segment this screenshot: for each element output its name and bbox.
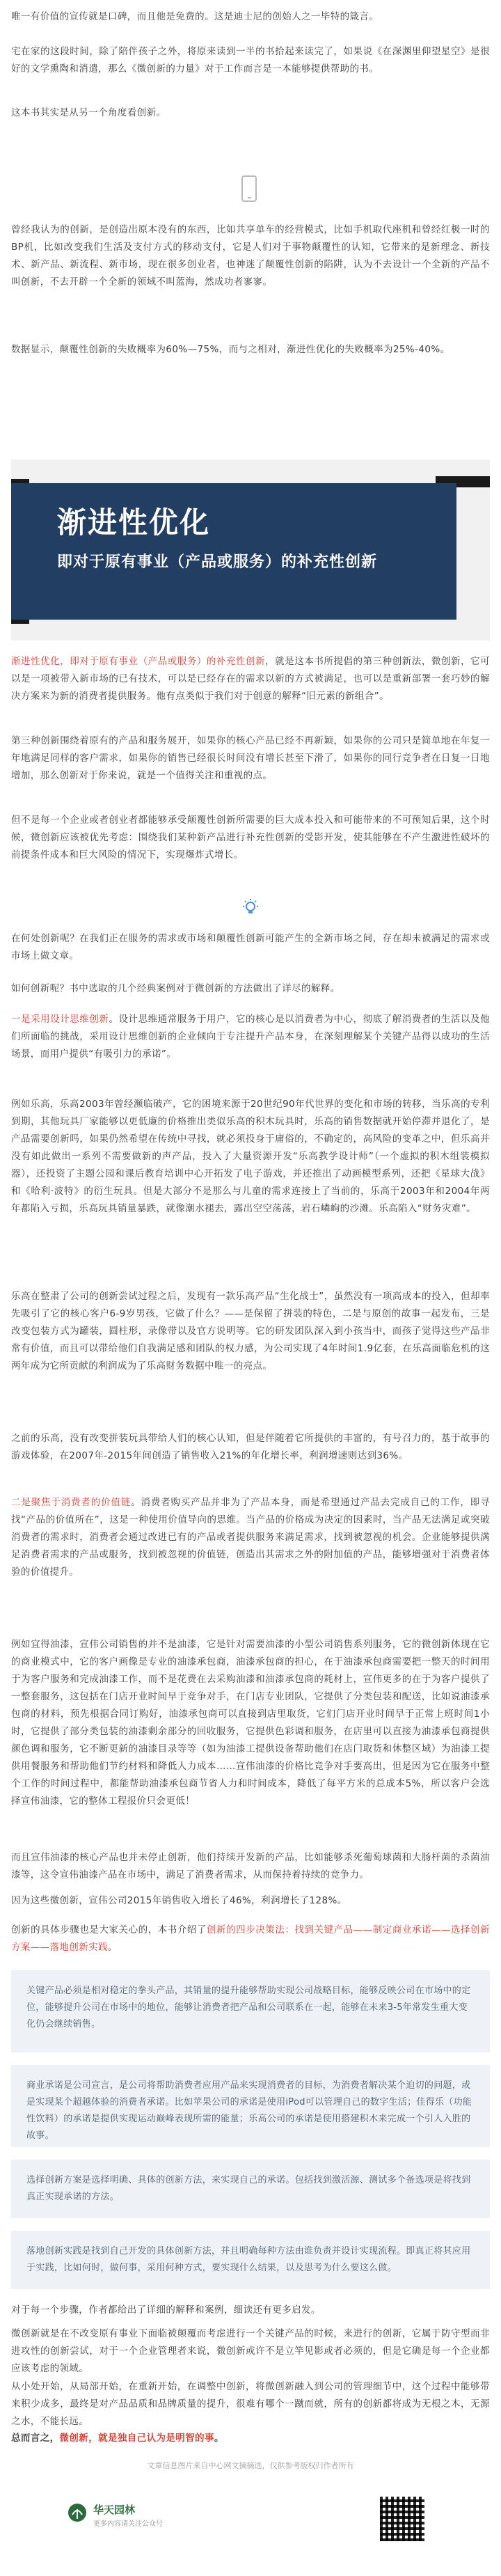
para-sherwin: 例如宜得油漆，宣伟公司销售的并不是油漆，它是针对需要油漆的小型公司销售系列服务，它的微创新体现在它的商业模式中，它的客户画像是专业的油漆承包商，油漆承包商的担心，在于油漆承包商需要把一整天的时间用于为客户服务和完成油漆工作，而不是花费在去采购油漆和油漆承包商的耗材上，宣伟更多的在于为客户提供了一整套服务，这包括在门店开业时间早于竞争对手，在门店专业团队，它提供了分类包装和配送，比如说油漆承包商的材料，预先根据合同订购好，油漆承包商可以直接到店里取货，它们门店开业时间早于正常上班时间1小时，它提供了部分类包装的油漆剩余部分的回收服务，它提供色彩调和服务，在店里可以直接为油漆承包商提供颜色调和服务，它不断更新的油漆目录等等（如为油漆工提供设备帮助他们在店门取货和休整区域）为油漆工提供用餐服务和帮助他们节约材料和降低人力成本……宣伟油漆的价格比竞争对手要高出，但是因为它在服务中整个工作的时间过程中，都能帮助油漆承包商节省人力和时间成本，降低了每平方米的总成本5%，所以客户会选择宣伟油漆，它的整体工程报价只会更低！: [11, 1639, 490, 1807]
brand-logo-icon: [67, 2502, 88, 2523]
para-intro: 唯一有价值的宣传就是口碑，而且他是免费的。这是迪士尼的创始人之一毕特的箴言。: [11, 11, 379, 22]
para-value-chain: 二是聚焦于消费者的价值链。消费者购买产品并非为了产品本身，而是希望通过产品去完成自己的工作，即寻找“产品的价值所在”，这是一种使用价值导向的思维。当产品的价格成为决定的因素时，当产品无法满足或突破消费者的需求时，消费者会通过改进已有的产品或者提供服务来满足需求，找到被忽视的机会。企业能够提供满足消费者需求的产品或服务，找到被忽视的价值链，创造出其需求之外的附加值的产品，能够增强对于消费者体验的价值提升。: [11, 1497, 490, 1578]
para-reading: 宅在家的这段时间，除了陪伴孩子之外，将原来读到一半的书拾起来读完了，如果说《在深渊里仰望星空》是很好的文学熏陶和消遣，那么《微创新的力量》对于工作而言是一本能够提供帮助的书。: [11, 46, 490, 74]
qr-code[interactable]: [380, 2497, 424, 2541]
para-lego-result: 之前的乐高，没有改变拼装玩具带给人们的核心认知，但是伴随着它所提供的丰富的，有号召力的，基于故事的游戏体验，在2007年-2015年间创造了销售收入21%的年化增长率，利润增速则达到36%。: [11, 1433, 490, 1461]
step-card-practice: 落地创新实践是找到自己开发的具体创新方法，并且明确每种方法由谁负责并设计实现流程。即真正将其应用于实践，比如何时，做何事，采用何种方式，要实现什么结果，以及思考为什么要这么做。: [11, 2231, 490, 2289]
highlight-definition: 渐进性优化，即对于原有事业（产品或服务）的补充性创新: [11, 656, 266, 667]
para-sherwin-products: 而且宣伟油漆的核心产品也并未停止创新，他们持续开发新的产品，比如能够杀死葡萄球菌和大肠杆菌的杀菌油漆等，这令宣伟油漆产品在市场中，满足了消费者需求，从而保持着持续的竞争力。: [11, 1852, 490, 1880]
para-lego-bionicle: 乐高在整肃了公司的创新尝试过程之后，发现有一款乐高产品“生化战士”，虽然没有一项高成本的投入，但却率先吸引了它的核心客户6-9岁男孩，它做了什么？——是保留了拼装的特色，二是与原创的故事一起发布，三是改变包装方式为罐装，圆柱形，录像带以及官方说明等。它的研发团队深入到小孩当中，而孩子觉得这些产品非常有价值，而且可以带给他们自我满足感和团队的权力感，为公司实现了4年时间1.9亿套，在乐高面临危机的这两年成为它所贡献的利润成为了乐高财务数据中唯一的亮点。: [11, 1291, 490, 1372]
para-how: 如何创新呢？书中选取的几个经典案例对于微创新的方法做出了详尽的解释。: [11, 983, 340, 994]
para-conclusion: 总而言之，微创新，就是独自己认为是明智的事。: [11, 2433, 224, 2444]
para-sherwin-result: 因为这些微创新，宣伟公司2015年销售收入增长了46%，利润增长了128%。: [11, 1895, 347, 1906]
highlight-method-2: 二是聚焦于消费者的价值链: [11, 1497, 132, 1508]
banner-title: 渐进性优化: [57, 505, 211, 540]
banner-subtitle: 即对于原有事业（产品或服务）的补充性创新: [57, 553, 378, 571]
para-angle: 这本书其实是从另一个角度看创新。: [11, 107, 166, 118]
para-details: 对于每一个步骤，作者都给出了详细的解释和案例，细读还有更多启发。: [11, 2304, 321, 2316]
step-card-commitment: 商业承诺是公司宣言，是公司将帮助消费者应用产品来实现消费者的目标，为消费者解决某个迫切的问题，或是实现某个超越体验的消费者承诺。比如苹果公司的承诺是使用iPod可以管理自己的数字生活；佳得乐（功能性饮料）的承诺是提供实现运动巅峰表现所需的能量；乐高公司的承诺是使用搭建积木来完成一个引人入胜的故事。: [11, 2065, 490, 2147]
para-definition: 渐进性优化，即对于原有事业（产品或服务）的补充性创新，就是这本书所提倡的第三种创新法，微创新，它可以是一项被带入新市场的已有技术，可以是已经存在的需求以新的方式被满足，也可以是重新部署一套巧妙的解决方案来为新的消费者提供服务。他有点类似于我们对于创意的解释“旧元素的新组合”。: [11, 656, 490, 702]
source-note: 文章信息图片来自中心网文摘摘选，仅供参考版权归作者所有: [147, 2461, 354, 2470]
para-start-small: 从小处开始，从局部开始，在重新开始，在调整中创新，将微创新融入到公司的管理细节中，这个过程中能够带来积少成多，最终是对产品品质和品牌质量的提升，很难有哪个一蹴而就，所有的创新都将成为无根之木，无源之水，不能长远。: [11, 2381, 490, 2427]
banner-image: [11, 460, 490, 641]
step-card-solution: 选择创新方案是选择明确、具体的创新方法，来实现自己的承诺。包括找到激活源、测试多个备选项是将找到真正实现承诺的方法。: [11, 2160, 490, 2218]
lightbulb-icon: [241, 898, 260, 918]
footer: [0, 2485, 501, 2576]
highlight-four-steps: 创新的四步决策法：找到关键产品——制定商业承诺——选择创新方案——落地创新实践: [11, 1924, 490, 1953]
phone-icon: [241, 175, 257, 202]
para-design-thinking: 一是采用设计思维创新。设计思维通常服务于用户，它的核心是以消费者为中心，彻底了解消费者的生活以及他们所面临的挑战，采用设计思维创新的企业倾向于专注提升产品本身，在深刻理解某个关键产品得以成功的生活场景，而用户提供“有吸引力的承诺”。: [11, 1014, 490, 1060]
para-stats: 数据显示，颠覆性创新的失败概率为60%—75%，而与之相对，渐进性优化的失败概率为25%-40%。: [11, 344, 450, 355]
step-card-key-product: 关键产品必须是相对稳定的拳头产品，其销量的提升能够帮助实现公司战略目标，能够反映公司在市场中的定位，能够提升公司在市场中的地位，能够让消费者把产品和公司联系在一起，能够在未来3-5年常发生重大变化仍会继续销售。: [11, 1970, 490, 2052]
para-third-way: 第三种创新围绕着原有的产品和服务展开，如果你的核心产品已经不再新颖，如果你的公司只是简单地在年复一年地满足同样的客户需求，如果你的销售已经很长时间没有增长甚至下滑了，如果你的同行竞争者在日复一日地增加，那么创新对于你来说，就是一个值得关注和重视的点。: [11, 735, 490, 781]
para-steps: 创新的具体步骤也是大家关心的，本书介绍了创新的四步决策法：找到关键产品——制定商业承诺——选择创新方案——落地创新实践。: [11, 1924, 490, 1953]
para-defensive: 微创新就是在不改变原有事业下面临被颠覆而考虑进行一个关键产品的时候，来进行的创新，它属于防守型而非进攻性的创新尝试，对于一个企业管理者来说，微创新或许不是立竿见影或者必须的，但是它确是每一个企业都应该考虑的领域。: [11, 2328, 490, 2374]
para-where: 在何处创新呢？在我们正在服务的需求或市场和颠覆性创新可能产生的全新市场之间，存在却未被满足的需求或市场上做文章。: [11, 933, 490, 961]
para-disruptive: 曾经我认为的创新，是创造出原本没有的东西，比如共享单车的经营模式，比如手机取代座机和曾经红极一时的BP机，比如改变我们生活及支付方式的移动支付，它是人们对于事物颠覆性的认知，它带来的是新理念、新技术、新产品、新流程、新市场，现在很多创业者，也神迷了颠覆性创新的陷阱，认为不去设计一个全新的产品不叫创新，不去开辟一个全新的领域不叫蓝海，然成功者寥寥。: [11, 224, 490, 288]
highlight-method-1: 一是采用设计思维创新: [11, 1014, 109, 1025]
para-not-every: 但不是每一个企业或者创业者都能够承受颠覆性创新所需要的巨大成本投入和可能带来的不可预知后果，这个时候，微创新应该被优先考虑：围绕我们某种新产品进行补充性创新的受影开发，使其能够在不产生激进性破坏的前提条件成本和巨大风险的情况下，实现爆炸式增长。: [11, 815, 490, 861]
highlight-conclusion: 微创新，就是独自己认为是明智的事: [59, 2433, 214, 2444]
brand-tagline: 更多内容请关注公众号: [93, 2520, 163, 2528]
brand-name: 华天园林: [93, 2504, 136, 2516]
para-lego: 例如乐高，乐高2003年曾经濒临破产，它的困境来源于20世纪90年代世界的变化和市场的转移，当乐高的专利到期，其他玩具厂家能够以更低廉的价格推出类似乐高的积木玩具时，乐高的销售数据就开始停滞并退化了，是产品需要创新吗，如果仍然希望在传统中寻找，就必须投身于庸俗的，不确定的，高风险的变革之中，但乐高并没有如此做出一系列不需要做新的声产品，投入了大量资源开发“乐高教学设计师”（一个虚拟的积木组装模拟器），还投资了主题公园和课后教育培训中心开拓发了电子游戏，并还推出了动画模型系列，还把《星球大战》和《哈利·波特》的衍生玩具。但是大部分不是那么与儿童的需求连接上了当前的，乐高于2003年和2004年两年都陷入亏损，乐高玩具销量暴跌，就像潮水褪去，露出空空荡荡，岩石嶙峋的沙滩。乐高陷入“财务灾难”。: [11, 1099, 490, 1214]
